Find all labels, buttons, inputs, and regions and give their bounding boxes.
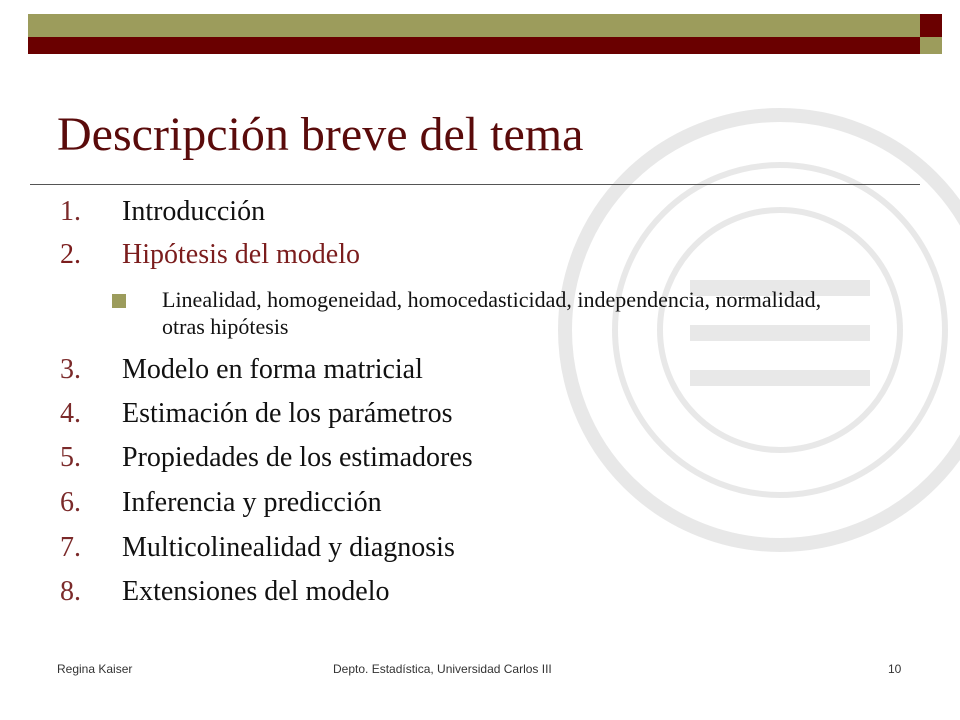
footer-author: Regina Kaiser	[57, 662, 133, 676]
list-item-text: Modelo en forma matricial	[122, 354, 423, 385]
list-item	[60, 196, 265, 228]
list-item-number: 5.	[60, 442, 81, 473]
list-item-text: Inferencia y predicción	[122, 487, 382, 518]
list-item-text: Multicolinealidad y diagnosis	[122, 532, 455, 563]
list-item-text: Extensiones del modelo	[122, 576, 390, 607]
list-item	[60, 576, 390, 608]
list-item	[60, 532, 455, 564]
list-item-number: 4.	[60, 398, 81, 429]
list-item-text: Estimación de los parámetros	[122, 398, 453, 429]
list-item-number: 7.	[60, 532, 81, 563]
slide-title: Descripción breve del tema	[57, 108, 584, 161]
list-item	[60, 239, 360, 271]
footer-page-number: 10	[888, 662, 902, 676]
square-bullet-icon	[112, 294, 126, 308]
list-item-text: Propiedades de los estimadores	[122, 442, 473, 473]
list-item	[60, 354, 423, 386]
list-item	[60, 442, 473, 474]
sub-list-item-text: Linealidad, homogeneidad, homocedasticidad, independencia, normalidad, otras hipótesis	[162, 287, 822, 339]
list-item-text: Hipótesis del modelo	[122, 239, 360, 270]
list-item-number: 8.	[60, 576, 81, 607]
footer-department: Depto. Estadística, Universidad Carlos III	[333, 662, 552, 676]
list-item-number: 3.	[60, 354, 81, 385]
list-item-text: Introducción	[122, 196, 266, 227]
list-item-number: 2.	[60, 239, 81, 270]
list-item	[60, 398, 452, 430]
list-item-number: 6.	[60, 487, 81, 518]
list-item	[60, 487, 382, 519]
list-item-number: 1.	[60, 196, 81, 227]
